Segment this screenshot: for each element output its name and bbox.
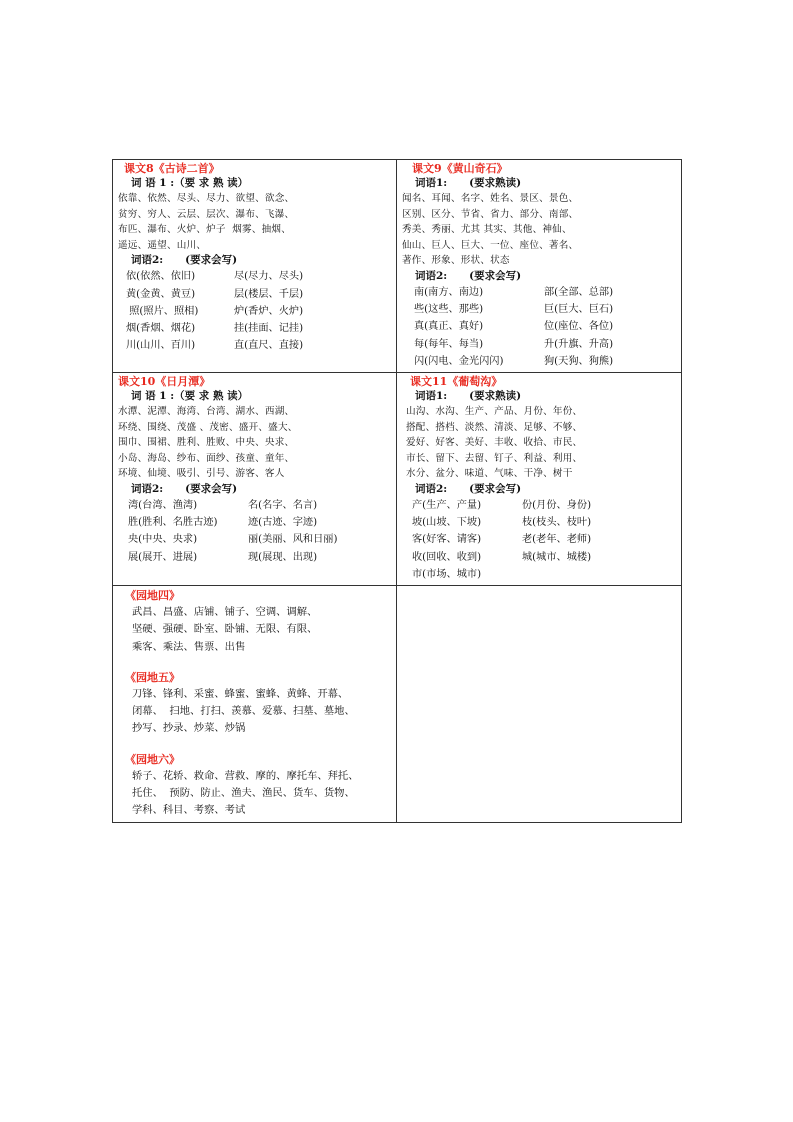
word-entry: 老(老年、老师) — [522, 534, 592, 546]
word-line: 刀锋、锋利、采蜜、蜂蜜、蜜蜂、黄蜂、开幕、 — [132, 687, 349, 700]
lesson-8-words2-header: 词语2: (要求会写) — [131, 254, 238, 267]
word-pair — [412, 549, 677, 566]
word-entry: 川(山川、百川) — [126, 340, 196, 352]
empty-cell — [397, 585, 682, 822]
word-line: 托住、 预防、防止、渔夫、渔民、货车、货物、 — [132, 787, 355, 800]
word-pair — [412, 497, 677, 514]
word-entry: 位(座位、各位) — [544, 321, 614, 333]
garden-6-words — [132, 768, 392, 820]
word-entry: 丽(美丽、风和日丽) — [248, 534, 338, 546]
word-line: 遥远、遥望、山川、 — [118, 239, 207, 251]
word-entry: 现(展现、出现) — [248, 551, 318, 563]
garden-6-title: 《园地六》 — [125, 752, 180, 766]
word-pair — [128, 514, 392, 531]
word-entry: 城(城市、城楼) — [522, 551, 592, 563]
lesson-9-title: 课文9《黄山奇石》 — [412, 162, 508, 175]
word-line: 轿子、花轿、救命、营救、摩的、摩托车、拜托、 — [132, 769, 359, 782]
word-line: 闻名、耳闻、名字、姓名、景区、景色、 — [402, 193, 579, 204]
word-line: 依靠、依然、尽头、尽力、欲望、欲念、 — [118, 193, 295, 204]
word-pair — [128, 497, 392, 514]
word-pair — [128, 531, 392, 548]
word-line: 学科、科目、考察、考试 — [132, 804, 246, 817]
word-line: 小岛、海岛、纱布、面纱、孩童、童年、 — [118, 452, 295, 464]
word-pair — [414, 284, 677, 301]
lesson-9-words2-header: 词语2: (要求会写) — [415, 269, 522, 282]
lesson-10-words2 — [128, 497, 392, 566]
word-entry: 迹(古迹、字迹) — [248, 517, 318, 529]
lesson-10-words1 — [118, 404, 392, 482]
word-line: 坚硬、强硬、卧室、卧铺、无限、有限、 — [132, 623, 318, 636]
word-line: 围巾、围裙、胜利、胜败、中央、央求、 — [118, 437, 295, 449]
word-entry: 闪(闪电、金光闪闪) — [414, 355, 504, 367]
word-line: 抄写、抄录、炒菜、炒锅 — [132, 722, 246, 735]
garden-cell — [113, 585, 397, 822]
lesson-11-words2 — [412, 497, 677, 583]
lesson-10-words2-header: 词语2: (要求会写) — [131, 482, 238, 495]
word-line: 秀美、秀丽、尤其 其实、其他、神仙、 — [402, 224, 572, 236]
garden-4-title: 《园地四》 — [125, 588, 180, 602]
lesson-11-words1 — [406, 404, 677, 482]
word-entry: 名(名字、名言) — [248, 499, 318, 511]
word-entry: 收(回收、收到) — [412, 551, 482, 563]
word-line: 贫穷、穷人、云层、层次、瀑布、飞瀑、 — [118, 208, 295, 220]
word-entry: 产(生产、产量) — [412, 499, 482, 511]
lesson-9-cell — [397, 160, 682, 373]
word-entry: 每(每年、每当) — [414, 338, 484, 350]
garden-5-words — [132, 686, 392, 738]
lesson-10-cell — [113, 372, 397, 585]
word-pair — [126, 337, 392, 354]
word-pair — [128, 549, 392, 566]
word-entry: 黄(金黄、黄豆) — [126, 288, 196, 300]
lesson-10-words1-header: 词 语 1 :（要 求 熟 读） — [131, 389, 249, 402]
word-line: 爱好、好客、美好、丰收、收拾、市民、 — [406, 437, 583, 449]
lesson-8-words1-header: 词 语 1 :（要 求 熟 读） — [131, 177, 249, 189]
word-entry: 湾(台湾、渔湾) — [128, 499, 198, 511]
word-line: 区别、区分、节省、省力、部分、南部、 — [402, 208, 579, 220]
word-pair — [126, 286, 392, 303]
word-entry: 展(展开、进展) — [128, 551, 198, 563]
word-entry: 南(南方、南边) — [414, 286, 484, 298]
word-line: 乘客、乘法、售票、出售 — [132, 640, 246, 653]
word-line: 搭配、搭档、淡然、清淡、足够、不够、 — [406, 421, 583, 433]
lesson-8-title: 课文8《古诗二首》 — [124, 162, 220, 175]
word-line: 著作、形象、形状、状态 — [402, 255, 510, 267]
word-line: 武昌、昌盛、店铺、铺子、空调、调解、 — [132, 605, 318, 618]
word-entry: 份(月份、身份) — [522, 499, 592, 511]
lesson-9-words1-header: 词语1: (要求熟读) — [415, 177, 522, 189]
word-line: 市长、留下、去留、钉子、利益、利用、 — [406, 452, 583, 464]
word-line: 环绕、围绕、茂盛 、茂密、盛开、盛大、 — [118, 421, 298, 433]
word-entry: 胜(胜利、名胜古迹) — [128, 517, 218, 529]
word-pair — [414, 301, 677, 318]
word-entry: 直(直尺、直接) — [234, 340, 304, 352]
lesson-11-words1-header: 词语1: (要求熟读) — [415, 389, 522, 402]
word-pair — [126, 320, 392, 337]
word-entry: 些(这些、那些) — [414, 304, 484, 316]
word-pair — [414, 353, 677, 370]
word-entry: 尽(尽力、尽头) — [234, 271, 304, 283]
word-pair — [414, 318, 677, 335]
word-line: 闭幕、 扫地、打扫、羡慕、爱慕、扫墓、墓地、 — [132, 705, 355, 718]
word-pair — [126, 303, 392, 320]
word-line: 山沟、水沟、生产、产品、月份、年份、 — [406, 405, 583, 417]
lesson-8-words1 — [118, 191, 392, 253]
word-entry: 坡(山坡、下坡) — [412, 517, 482, 529]
lesson-10-title: 课文10《日月潭》 — [118, 374, 211, 388]
word-entry: 部(全部、总部) — [544, 286, 614, 298]
word-line: 仙山、巨人、巨大、一位、座位、著名、 — [402, 239, 579, 251]
word-entry: 客(好客、请客) — [412, 534, 482, 546]
word-entry: 市(市场、城市) — [412, 568, 482, 580]
lesson-9-words1 — [402, 191, 677, 269]
word-line: 水分、盆分、味道、气味、干净、树干 — [406, 468, 573, 480]
word-entry: 升(升旗、升高) — [544, 338, 614, 350]
word-pair — [414, 336, 677, 353]
word-pair — [412, 531, 677, 548]
word-entry: 照(照片、照相) — [126, 305, 199, 317]
garden-4-words — [132, 604, 392, 656]
lesson-8-cell — [113, 160, 397, 373]
word-line: 布匹、瀑布、火炉、炉子 烟雾、抽烟、 — [118, 224, 291, 236]
word-entry: 烟(香烟、烟花) — [126, 322, 196, 334]
word-line: 水潭、泥潭、海湾、台湾、湖水、西湖、 — [118, 405, 295, 417]
lesson-11-words2-header: 词语2: (要求会写) — [415, 482, 522, 495]
word-entry: 枝(枝头、枝叶) — [522, 517, 592, 529]
vocabulary-table — [112, 159, 682, 823]
lesson-11-cell — [397, 372, 682, 585]
lesson-9-words2 — [414, 284, 677, 370]
lesson-8-words2 — [126, 268, 392, 354]
word-entry: 巨(巨大、巨石) — [544, 304, 614, 316]
word-entry: 央(中央、央求) — [128, 534, 198, 546]
word-line: 环境、仙境、吸引、引号、游客、客人 — [118, 468, 285, 480]
lesson-11-title: 课文11《葡萄沟》 — [410, 374, 503, 388]
word-entry: 挂(挂面、记挂) — [234, 322, 304, 334]
word-entry: 依(依然、依旧) — [126, 271, 196, 283]
garden-5-title: 《园地五》 — [125, 670, 180, 684]
word-entry: 真(真正、真好) — [414, 321, 484, 333]
word-entry: 炉(香炉、火炉) — [234, 305, 304, 317]
word-pair — [412, 514, 677, 531]
word-entry: 层(楼层、千层) — [234, 288, 304, 300]
word-pair — [126, 268, 392, 285]
word-entry: 狗(天狗、狗熊) — [544, 355, 614, 367]
